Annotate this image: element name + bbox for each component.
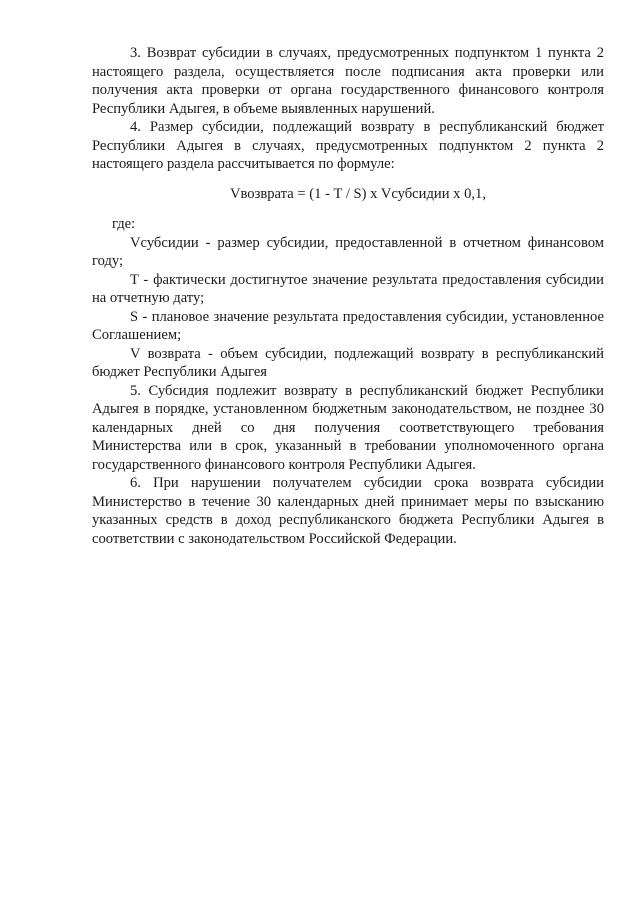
paragraph-4: 4. Размер субсидии, подлежащий возврату в республиканский бюджет Республики Адыгея в случаях, предусмотренных подпунктом 2 пункта 2 настоящего раздела рассчитывается по формуле: bbox=[92, 119, 604, 172]
definition-v-subsidy: Vсубсидии - размер субсидии, предоставленной в отчетном финансовом году; bbox=[92, 234, 604, 269]
definition-v-return: V возврата - объем субсидии, подлежащий возврату в республиканский бюджет Республики Адыгея bbox=[92, 345, 604, 380]
paragraph-5: 5. Субсидия подлежит возврату в республиканский бюджет Республики Адыгея в порядке, установленном бюджетным законодательством, не позднее 30 календарных дней со дня получения соответствующего требования Министерства или в срок, указанный в требовании уполномоченного органа государственного финансового контроля Республики Адыгея. bbox=[92, 382, 604, 473]
paragraph-6: 6. При нарушении получателем субсидии срока возврата субсидии Министерство в течение 30 календарных дней принимает меры по взысканию указанных средств в доход республиканского бюджета Республики Адыгея в соответствии с законодательством Российской Федерации. bbox=[92, 475, 604, 547]
definition-s: S - плановое значение результата предоставления субсидии, установленное Соглашением; bbox=[92, 308, 604, 343]
document-body bbox=[92, 44, 604, 548]
formula-where-label: где: bbox=[112, 216, 136, 232]
paragraph-3: 3. Возврат субсидии в случаях, предусмотренных подпунктом 1 пункта 2 настоящего раздела, осуществляется после подписания акта проверки или получения акта проверки от органа государственного финансового контроля Республики Адыгея, в объеме выявленных нарушений. bbox=[92, 45, 604, 117]
formula: Vвозврата = (1 - T / S) x Vсубсидии x 0,1, bbox=[229, 185, 487, 202]
definition-t: T - фактически достигнутое значение результата предоставления субсидии на отчетную дату; bbox=[92, 271, 604, 306]
